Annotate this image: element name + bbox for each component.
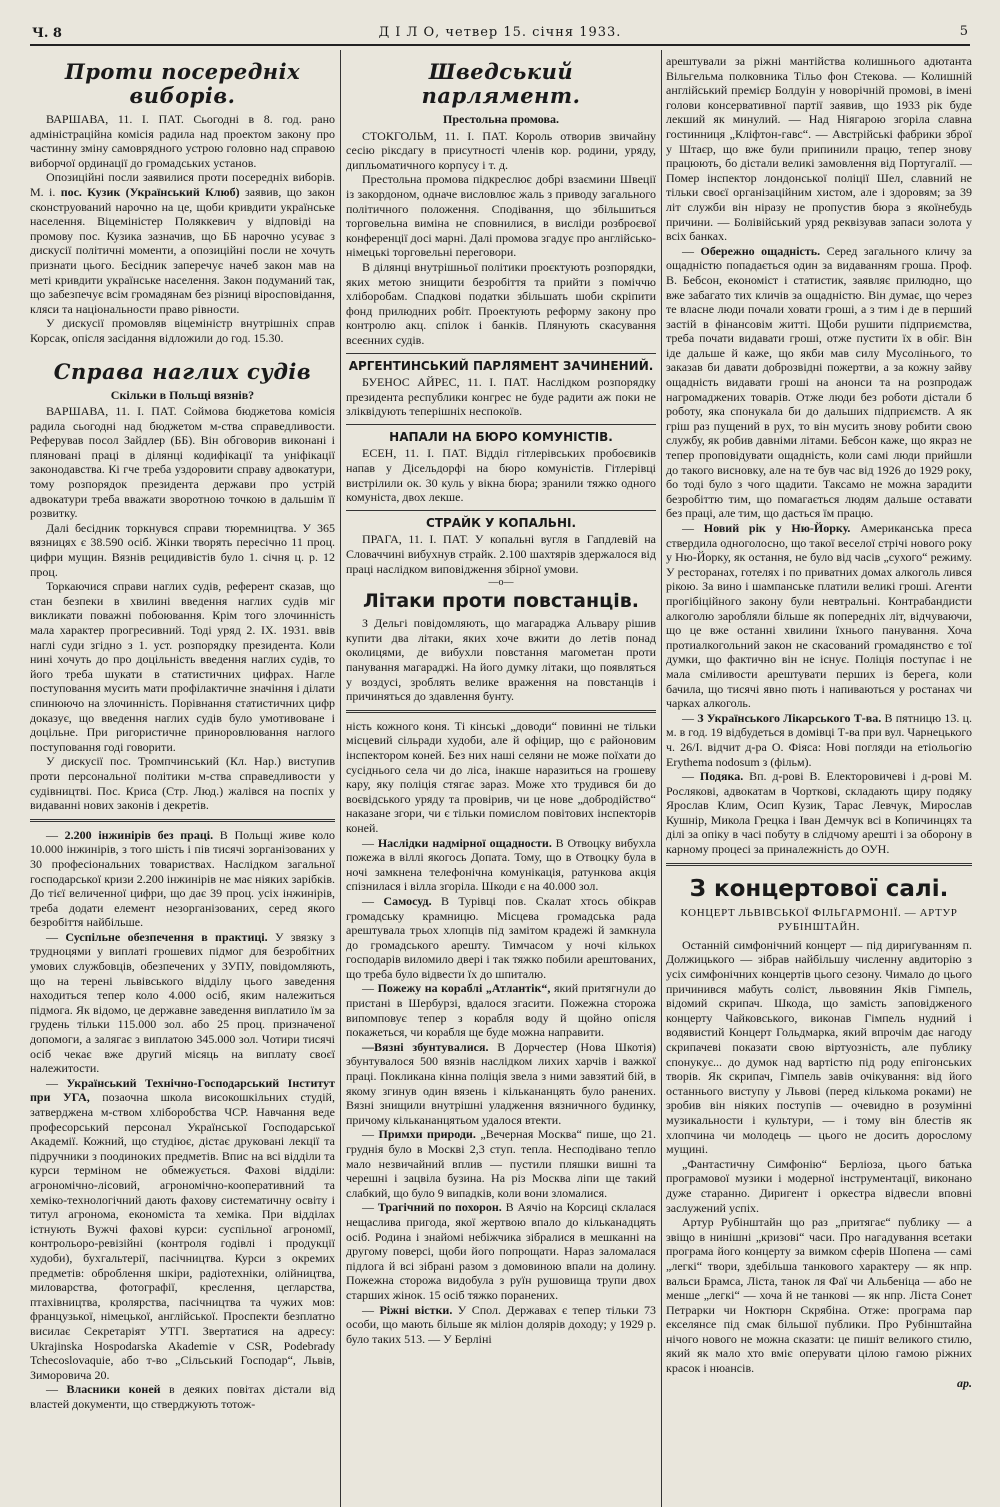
article-paragraph: ВАРШАВА, 11. І. ПАТ. Сьогодні в 8. год. рано адміністраційна комісія радила над проектом закону про частинну зміну самоврядного устрою головно над справою виборчої ординації до громадських установ.	[30, 112, 335, 170]
column-2	[346, 54, 656, 1499]
news-item: — Обережно ощадність. Серед загального кличу за ощадністю попадається один за видаванням гроша. Проф. В. Бебсон, економіст і статистик, заявляє прилюдно, що вже забагато тих кличів за ощадністю. Він думає, що через те власне люди почали ховати гроші, а з тим і де в перший застій в фінансовім житті. Щоби рушити підприємства, треба почати видавати гроші, отже пустити їх в обіг. Він іде дальше й каже, що якби мав силу Мусолінього, то заказав би давати доброзвідні пожертви, а за кожну зайву ощадність видавати гроші на анонси та на розпродаж нагромаджених товарів. Отже люди без роботи дістали б роботу, яка спонукала би до дальших підприємств. А як гріш раз пущений в рух, то він мусить знову робити свою службу, як робив давніми літами. Бебсон каже, що якраз не тепер проповідувати ощадність, коли самі люди прийшли до такого висновку, але на те був час від 1926 до 1929 року, бо тоді було з чого щадити. Таксамо не можна зарадити безробіттю тим, що помагається людям дальше оставати без праці, але тим, що дасться їм працю.	[666, 243, 972, 521]
news-item: — Наслідки надмірної ощадности. В Отвоцку вибухла пожежа в віллі якогось Допата. Тому, що в Отвоцку була в ночі замкнена телефонічна комунікація, ратункова акція спізнилася і вілла згоріла. Шкоди є на 40.000 зол.	[346, 835, 656, 894]
news-item: — 2.200 інжинірів без праці. В Польщі живе коло 10.000 інжинірів, з того шість і пів тисячі зорганізованих у 30 професіональних товариствах. Наслідком загальної господарської кризи 2.200 інжинірів не має ніяких зарібків. До тієї величенної цифри, що дає 39 проц. усіх інжинірів, треба додати елемент незорганізованих, серед якого безробіття найбільше.	[30, 827, 335, 930]
article-paragraph: В ділянці внутрішньої політики проєктують розпорядки, яких метою знищити безробіття та прийти з поміччю хліборобам. Спадкові податки збільшать шоби скріпити фонд прилюдних робіт. Проектують реформу закону про контролю акц. спілок і банків. Плянують скасування всеєнних судів.	[346, 259, 656, 347]
article-paragraph: СТОКГОЛЬМ, 11. І. ПАТ. Король отворив звичайну сесію ріксдагу в присутності членів кор. родини, уряду, дипльоматичного корпусу і т. д.	[346, 128, 656, 172]
article-subtitle: Скільки в Польщі вязнів?	[110, 387, 255, 402]
news-item: — Ріжні вістки. У Спол. Державах є тепер тільки 73 особи, що мають більше як міліон долярів доходу; у 1929 р. було таких 513. — У Берліні	[346, 1302, 656, 1346]
article-paragraph: Опозиційні посли заявилися проти посередніх виборів. М. і. пос. Кузик (Український Клюб) заявив, що закон сконструований нарочно на це, щоби кривдити українське населення. Віцеміністер Поляккевич у відповіді на промову пос. Кузика зазначив, що ББ нарочно усуває з дискусії політичні моменти, а опозиційні посли не хочуть признати цього. Бесідник заперечує начеб закон мав на меті кривдити українське населення. Закон подуманий так, що забезпечує всім громадянам без різниці віросповідання, кляси та національности право рівности.	[30, 170, 335, 316]
section-divider	[346, 510, 656, 511]
article-paragraph: БУЕНОС АЙРЕС, 11. І. ПАТ. Наслідком розпорядку президента республики конгрес не буде радити аж поки не зліквідують теперішніх неспокоїв.	[346, 375, 656, 419]
column-divider	[661, 50, 662, 1507]
article-paragraph: У дискусії промовляв віцеміністр внутрішніх справ Корсак, опісля засідання відложили до год. 15.30.	[30, 316, 335, 345]
section-divider	[346, 424, 656, 425]
article-title: СТРАЙК У КОПАЛЬНІ.	[425, 515, 577, 530]
news-item: — Подяка. Вп. д-рові В. Електоровичеві і д-рові М. Рослякові, адвокатам в Чорткові, складають щиру подяку Ярослав Клим, Осип Кузик, Тарас Левчук, Мирослав Кушнір, Микола Грецка і Іван Демчук всі в Копичинцях та ділі за опіку в часі побуту в слідчому арешті і за оборону в карному процесі за приналежність до ОУН.	[666, 769, 972, 857]
page-number-right: 5	[959, 24, 968, 39]
column-1	[30, 54, 335, 1499]
column-3	[666, 54, 972, 1499]
news-item: — Український Технічно-Господарський Інститут при УГА, позаочна школа високошкільних студій, затверджена м-ством хліборобства ЧСР. Навчання веде професорський персонал Української Господарської Академії. Кожний, що студіює, дістає друковані лекції та підручники з поодиноких предметів. Впис на всі відділи та курси терміном не обмежується. Фахові відділи: агрономічно-лісовий, агрономічно-кооперативний та хеміко-технологічний дають фахову систематичну освіту і титул агронома, економіста та хеміка. При відділах істнують Вужчі фахові курси: суспільної агрономії, контрольоро-ревізійні (контроля годівлі і продукції худоби), бухгальтерії, пасічництва. Курси з окремих предметів: оброблення шкіри, радіотехніки, олійництва, миловарства, фотографії, креслення, цегларства, птахівництва, кролярства, пасічництва та чужих мов: французької, німецької, англійської. Проспекти безплатно висилає Секретаріят УТГІ. Звертатися на адресу: Ukrajinska Hospodarska Akademie v CSR, Podebrady Tchecoslovaquie, або т-во „Сільський Господар“, Львів, Зиморовича 20.	[30, 1075, 335, 1382]
article-title: Літаки проти повстанців.	[363, 590, 639, 613]
column-divider	[340, 50, 341, 1507]
article-title: АРГЕНТИНСЬКИЙ ПАРЛЯМЕНТ ЗАЧИНЕНИЙ.	[348, 358, 654, 373]
masthead-date: Д І Л О, четвер 15. січня 1933.	[378, 25, 622, 40]
article-paragraph: „Фантастичну Симфонію“ Берліоза, цього батька програмової музики і модерної інструментації, виконано дуже старанно. Диригент і оркестра відвесли вповні заслужений успіх.	[666, 1156, 972, 1215]
page-number-left: Ч. 8	[32, 26, 62, 41]
news-item: — Суспільне обезпечення в практиці. У звязку з трудноцями у виплаті грошевих підмог для безробітних умових службовців, обезпечених у ЗУПУ, повідомляють, що на терені львівського відділу цього заведення находиться тепер коло 4.000 осіб, яким належиться підмога. Як відомо, це державне заведення виплатило їм за грудень тільки 115.000 зол. або 25 проц. призначеної допомоги, а залягає з виплатою 345.000 зол. Чотири тисячі осіб чекає вже другий місяць на виплату своєї належитости.	[30, 929, 335, 1076]
news-item: — Примхи природи. „Вечерная Москва“ пише, що 21. груднія було в Москві 2,3 ступ. тепла. Несподівано тепло мало незвичайний вплив — пустили пляшки вишні та черешні і зацвіла бузина. На різ Москва ліпи ще такий слабкий, що було 9 випадків, коли вони зломалися.	[346, 1127, 656, 1200]
article-paragraph: Далі бесідник торкнувся справи тюремництва. У 365 вязницях є 38.590 осіб. Жінки творять пересічно 11 проц. цифри мущин. Вязнів рецидивістів було 1. січня ц. р. 12 проц.	[30, 520, 335, 579]
article-subtitle: Престольна промова.	[443, 112, 559, 126]
page-header	[30, 22, 970, 46]
article-paragraph: ПРАГА, 11. І. ПАТ. У копальні вугля в Гапдлевій на Словаччині вибухнув страйк. 2.100 шахтярів здержалося від праці наслідком виповідження збірної умови.	[346, 532, 656, 576]
news-item: — Власники коней в деяких повітах дістали від властей документи, що стверджують тотож-	[30, 1382, 335, 1411]
continued-text: ність кожного коня. Ті кінські „доводи“ повинні не тільки місцевий сільради худоби, але й офіцир, що є районовим інспектором коней. Без них наші селяни не може поїхати до сусіднього села чи до ліса, інакше наразиться на грошеву кару, яку поліція стягає зараз. Може хто трудився би до воєвідського уряду та провірив, чи це нове „добродійство“ наказане згори, чи є тільки помислом повітових інспекторів коней.	[346, 718, 656, 835]
article-paragraph: У дискусії пос. Тромпчинський (Кл. Нар.) виступив проти персональної політики м-ства справедливости у судівництві. Пос. Криса (Стр. Люд.) жалівся на поспіх у видаванні нових законів і декретів.	[30, 754, 335, 813]
section-divider	[346, 710, 656, 713]
article-paragraph: ЕСЕН, 11. І. ПАТ. Відділ гітлерівських пробоєвиків напав у Дісельдорфі на бюро комуністів. Гітлерівці вистрілили ок. 30 куль у вікна бюра; зранили тяжко одного комуніста, двох лекше.	[346, 446, 656, 505]
section-divider	[30, 819, 335, 822]
article-paragraph: Торкаючися справи наглих судів, референт сказав, що стан безпеки в хвилині введення наглих судів міг викликати поважні побоювання. Крім того злочинність мала характер прогресивний. Тоді уряд 2. IX. 1931. ввів наглі суди згідно з 1. уст. розпорядку президента. Коли нині хочуть до про доцільність введення наглих судів, то його треба шукати в статистичних цифрах. Нагле поступовання мусить мати профілактичне значіння і ділати спинюючо на злочинність. Порівнання статистичних цифр доказує, що введення наглих судів було умотивоване і доцільне. При ригористичне приноровлювання наглого поступовання годі говорити.	[30, 579, 335, 754]
section-divider	[666, 863, 972, 866]
article-title: Проти посередніх виборів.	[64, 59, 301, 108]
article-paragraph: Престольна промова підкреслює добрі взаємини Швеції із закордоном, одначе висловлює жаль з приводу загального політичного положення. Сподівання, що збільшиться торговельна виміна не сповнилися, в висліди розброєвої конференції досі марні. Далі промова згадує про англійсько-німецькі торговельні переговори.	[346, 172, 656, 260]
article-title: Шведський парлямент.	[421, 59, 581, 108]
news-item: — Самосуд. В Турівці пов. Скалат хтось обікрав громадську крамницю. Місцева громадська рада арештувала трьох хлопців під замітом крадежі й замкнула до громадського арешту. Тимчасом у ночі кількох господарів виломило двері і так тяжко побили арештованих, що треба було відвести їх до шпиталю.	[346, 893, 656, 981]
article-paragraph: ВАРШАВА, 11. І. ПАТ. Соймова бюджетова комісія радила сьогодні над бюджетом м-ства справедливости. Реферував посол Зайдлер (ББ). Він обговорив виконані і пляновані праці в ділянці кодифікації та уніфікації законодавства. Кі гче треба уздоровити справу адвокатури, тому розпорядок президента держави про устрій адвокатури треба вважати зворотною точкою в дальшім її розвитку.	[30, 404, 335, 521]
article-title: Справа наглих судів	[53, 358, 312, 384]
article-subtitle: КОНЦЕРТ ЛЬВІВСЬКОЇ ФІЛЬГАРМОНІЇ. — АРТУР РУБІНШТАЙН.	[680, 906, 958, 934]
continued-text: арештували за ріжні мантійства колишнього адютанта Вільгельма полковника Тільо фон Стекова. — Колишній англійський премієр Болдуін у новорічній промові, в імені голови консервативної партії заявив, що 1933 рік буде лекший як минулий. — Над Ніягарою згоріла славна гостинниця „Кліфтон-гавс“. — Австрійські фабрики зброї у Штаєр, що вже були припинили працю, тепер знову працюють, бо дістали великі замовлення від Португалії. — Помер інспектор лондонської поліції Шел, славний не тільки своєї організаційним хистом, але і здоровям; за 39 літ служби він ніразу не пропустив бюра з якоїнебудь причини. — Болівійський уряд реквізував запаси золота у всіх банках.	[666, 54, 972, 244]
article-paragraph: Останній симфонічний концерт — під дириґуванням п. Должицького — зібрав найбільшу численну авдиторію з усіх симфонічних концертів цього сезону. Чимало до цього причинився мабуть соліст, львовянин Яків Гімпель, відомий скрипач. Шкода, що замість заповідженого концерту Чайковського, виконав Гімпель нудний і водявистий Концерт Гольдмарка, який впрочім дає нагоду скрипачеві показати свою віртуозність, але публику спонукує... до думок над вартістю під роду епігонських творів. Як скрипач, Гімпель завів очікування: від його останнього виступу у Львові (перед кількома роками) не зробив він ніяких поступів — очевидно в розумінні музикальности і культури, — і тому він блестів як хлопчина чи молодець — цього не досить дорослому мущині.	[666, 937, 972, 1157]
article-paragraph: Артур Рубінштайн що раз „притягає“ публику — а звіщо в нинішні „кризові“ часи. Про нагадування всетаки програма його концерту за вимком сферів Шопена — самі „легкі“ твори, здебільша танкового характеру — як нпр. вальси Брамса, Ліста, танок ля Фаї чи Альбеніца — або не менше „легкі“ — хоча й не танкові — як нпр. Ліста Сонет Петрарки чи Ноктюрн Скрябіна. Отже: програма пар екселянсе під смак більшої публики. Про Рубінштайна нічого нового не можна сказати: це пишіт великого стилю, який як мало хто вміє оперувати цілою гамою ріжних красок і нюансів.	[666, 1215, 972, 1376]
article-title: З концертової салі.	[689, 875, 949, 902]
news-item: — Пожежу на кораблі „Атлантік“, який притягнули до пристані в Шербурзі, вдалося згасити. Пожежна сторожа випомповує тепер з корабля воду й щойно опісля покажеться, чи корабля ще буде можна направити.	[346, 981, 656, 1040]
article-title: НАПАЛИ НА БЮРО КОМУНІСТІВ.	[389, 429, 613, 444]
article-paragraph: З Дельгі повідомляють, що магараджа Альвару рішив купити два літаки, яких хоче вжити до летів понад околицями, де вибухли повстання магометан проти панування магараджі. На його думку літаки, що появляться у воздусі, зроблять велике враження на повстанців і причиняться до здавлення бунту.	[346, 616, 656, 704]
author-signature: ар.	[957, 1375, 972, 1390]
news-item: — Трагічний по похорон. В Аячіо на Корсиці склалася нещаслива пригода, якої жертвою впало до кільканадцять осіб. Родина і знайомі небіжчика зібралися в мешканні на другому поверсі, щоби його попрощати. Нараз заломалася підлога й всі зібрані разом з домовиною впали на долину. Пожежна сторожа видобула з руїн рушовища трупи двох старших жінок. 15 осіб тяжко поранених.	[346, 1200, 656, 1302]
section-divider	[346, 353, 656, 354]
news-item: — Новий рік у Ню-Йорку. Американська преса ствердила одноголосно, що такої веселої стрічі нового року у Ню-Йорку, як остання, не було від часів „сухого“ режиму. У ресторанах, готелях і по приватних домах алкоголь лився рікою. За вино і шампанське платили великі гроші. Агенти прогібіційного закону були невтральні. Контрабандисти алкоголю заробляли більше як попередніх літ, відчуваючи, що це вже останні хвилини їхнього панування. Хоча протиалкогольний закон не скасований громадянство є тої думки, що фактично він не існує. Поліція поступає і не мала сміливости арештувати перших із берега, коли бачила, що тисячі явно пють і напиваються у ростанах чи чарках алкоголь.	[666, 521, 972, 711]
news-item: — З Українського Лікарського Т-ва. В пятницю 13. ц. м. в год. 19 відбудеться в домівці Т-ва при вул. Чарнецького ч. 26/І. відчит д-ра О. Фіяса: Нові погляди на етіольогію Erythema nodosum з (фільм).	[666, 710, 972, 769]
news-item: —Вязні збунтувалися. В Дорчестер (Нова Шкотія) збунтувалося 500 вязнів наслідком лихих харчів і важкої праці. Покликана кінна поліція звела з ними завзятий бій, в якому згинув один вязень і кількананцять було ранених. Вязні знищили внутрішні уладження вязничного будинку, причому кількананцятьом удалося втекти.	[346, 1039, 656, 1127]
ornament-separator: —o—	[488, 577, 514, 589]
